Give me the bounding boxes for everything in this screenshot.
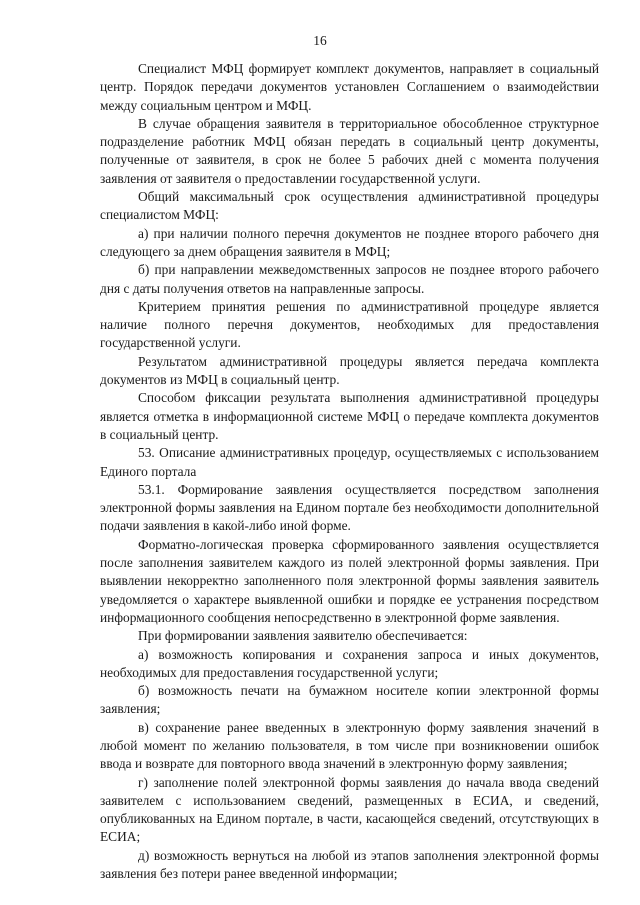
document-body: [100, 60, 599, 883]
paragraph: 53.1. Формирование заявления осуществляется посредством заполнения электронной формы заявления на Едином портале без необходимости дополнительной подачи заявления в какой-либо иной форме.: [100, 481, 599, 534]
list-item: г) заполнение полей электронной формы заявления до начала ввода сведений заявителем с использованием сведений, размещенных в ЕСИА, и сведений, опубликованных на Едином портале, в части, касающейся сведений, отсутствующих в ЕСИА;: [100, 774, 599, 845]
paragraph: Способом фиксации результата выполнения административной процедуры является отметка в информационной системе МФЦ о передаче комплекта документов в социальный центр.: [100, 390, 599, 442]
list-item: а) возможность копирования и сохранения запроса и иных документов, необходимых для предоставления государственной услуги;: [100, 646, 599, 680]
list-item: д) возможность вернуться на любой из этапов заполнения электронной формы заявления без потери ранее введенной информации;: [100, 847, 599, 882]
list-item: в) сохранение ранее введенных в электронную форму заявления значений в любой момент по желанию пользователя, в том числе при возникновении ошибок ввода и возврате для повторного ввода значений в электронную форму заявления;: [100, 719, 599, 772]
paragraph: Результатом административной процедуры является передача комплекта документов из МФЦ в социальный центр.: [100, 353, 599, 388]
list-item: а) при наличии полного перечня документов не позднее второго рабочего дня следующего за днем обращения заявителя в МФЦ;: [100, 225, 599, 259]
page-number: 16: [313, 33, 327, 48]
paragraph: В случае обращения заявителя в территориальное обособленное структурное подразделение работник МФЦ обязан передать в социальный центр документы, полученные от заявителя, в срок не более 5 рабочих дней с момента получения заявления от заявителя о предоставлении государственной услуги.: [100, 115, 599, 186]
paragraph: При формировании заявления заявителю обеспечивается:: [138, 628, 468, 644]
paragraph: Специалист МФЦ формирует комплект документов, направляет в социальный центр. Порядок передачи документов установлен Соглашением о взаимодействии между социальным центром и МФЦ.: [100, 61, 599, 113]
paragraph: Форматно-логическая проверка сформированного заявления осуществляется после заполнения заявителем каждого из полей электронной формы заявления. При выявлении некорректно заполненного поля электронной формы заявления заявитель уведомляется о характере выявленной ошибки и порядке ее устранения посредством информационного сообщения непосредственно в электронной форме заявления.: [100, 536, 599, 625]
paragraph: Общий максимальный срок осуществления административной процедуры специалистом МФЦ:: [100, 189, 599, 223]
list-item: б) при направлении межведомственных запросов не позднее второго рабочего дня с даты получения ответов на направленные запросы.: [100, 262, 599, 296]
section-heading: 53. Описание административных процедур, осуществляемых с использованием Единого портала: [100, 445, 599, 479]
paragraph: Критерием принятия решения по административной процедуре является наличие полного перечня документов, необходимых для предоставления государственной услуги.: [100, 298, 599, 351]
list-item: б) возможность печати на бумажном носителе копии электронной формы заявления;: [100, 683, 599, 717]
